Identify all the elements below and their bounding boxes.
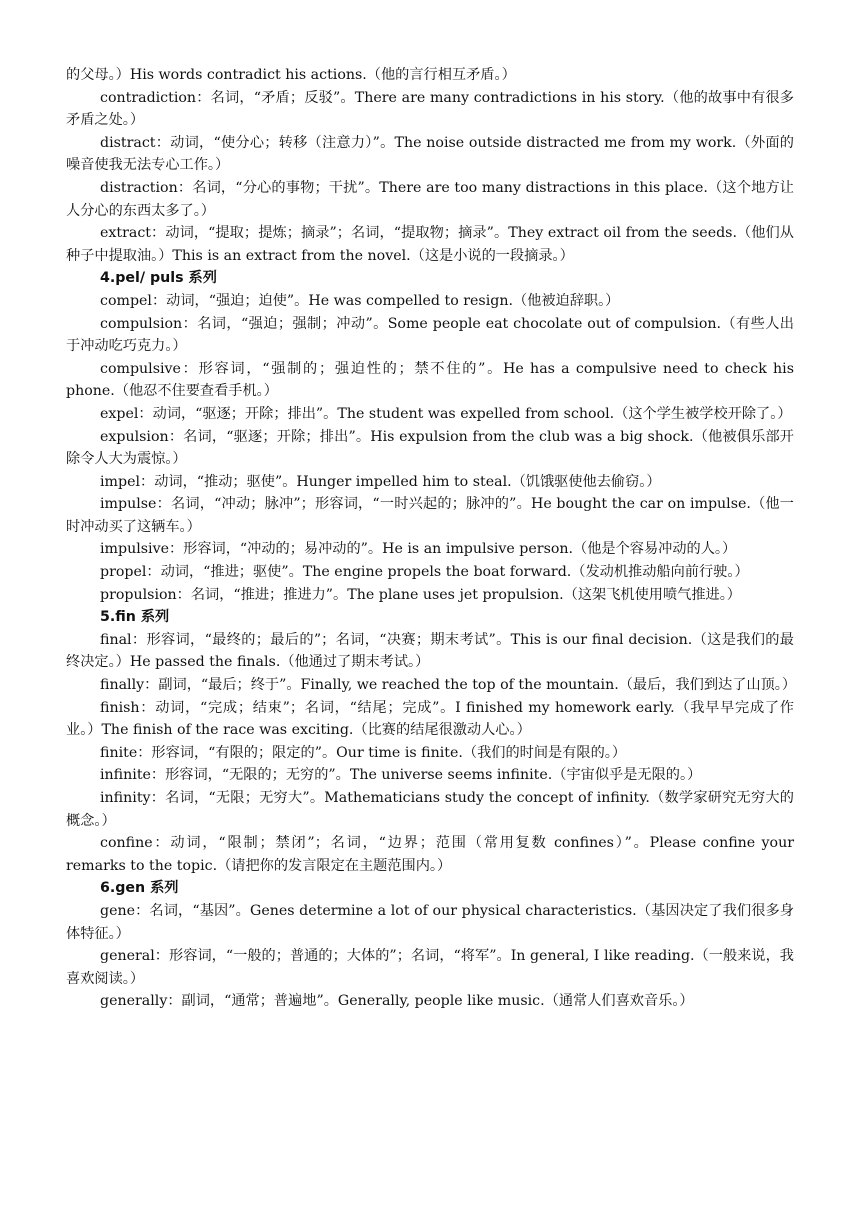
document-page: [66, 64, 797, 1013]
entry-distraction: distraction：名词，“分心的事物；干扰”。There are too many distractions in this place.（这个地方让人分心的东西太多了。）: [66, 179, 794, 219]
section-heading-gen: 6.gen 系列: [100, 880, 179, 897]
entry-distract: distract：动词，“使分心；转移（注意力）”。The noise outside distracted me from my work.（外面的噪音使我无法专心工作。）: [66, 134, 794, 174]
entry-impel: impel：动词，“推动；驱使”。Hunger impelled him to steal.（饥饿驱使他去偷窃。）: [100, 473, 661, 490]
entry-compulsive: compulsive：形容词，“强制的；强迫性的；禁不住的”。He has a compulsive need to check his phone.（他忍不住要查看手机。）: [66, 360, 794, 400]
entry-final: final：形容词，“最终的；最后的”；名词，“决赛；期末考试”。This is our final decision.（这是我们的最终决定。）He passed the finals.（他通过了期末考试。）: [66, 631, 794, 671]
entry-impulsive: impulsive：形容词，“冲动的；易冲动的”。He is an impulsive person.（他是个容易冲动的人。）: [100, 541, 737, 558]
entry-infinity: infinity：名词，“无限；无穷大”。Mathematicians study the concept of infinity.（数学家研究无穷大的概念。）: [66, 790, 794, 829]
entry-compel: compel：动词，“强迫；迫使”。He was compelled to resign.（他被迫辞职。）: [100, 292, 620, 309]
section-heading-pel-puls: 4.pel/ puls 系列: [100, 270, 217, 287]
entry-contradiction: contradiction：名词，“矛盾；反驳”。There are many contradictions in his story.（他的故事中有很多矛盾之处。）: [66, 89, 794, 129]
paragraph-continuation: 的父母。）His words contradict his actions.（他的言行相互矛盾。）: [66, 67, 516, 83]
entry-propulsion: propulsion：名词，“推进；推进力”。The plane uses jet propulsion.（这架飞机使用喷气推进。）: [100, 586, 741, 603]
entry-impulse: impulse：名词，“冲动；脉冲”；形容词，“一时兴起的；脉冲的”。He bought the car on impulse.（他一时冲动买了这辆车。）: [66, 496, 794, 535]
entry-expulsion: expulsion：名词，“驱逐；开除；排出”。His expulsion from the club was a big shock.（他被俱乐部开除令人大为震惊。）: [66, 428, 794, 468]
entry-gene: gene：名词，“基因”。Genes determine a lot of our physical characteristics.（基因决定了我们很多身体特征。）: [66, 902, 794, 942]
entry-compulsion: compulsion：名词，“强迫；强制；冲动”。Some people eat chocolate out of compulsion.（有些人出于冲动吃巧克力。）: [66, 315, 794, 355]
entry-extract: extract：动词，“提取；提炼；摘录”；名词，“提取物；摘录”。They extract oil from the seeds.（他们从种子中提取油。）This is an extract from the novel.（这是小说的一段摘录。）: [66, 225, 794, 264]
entry-expel: expel：动词，“驱逐；开除；排出”。The student was expelled from school.（这个学生被学校开除了。）: [100, 405, 792, 422]
entry-finally: finally：副词，“最后；终于”。Finally, we reached the top of the mountain.（最后，我们到达了山顶。）: [100, 677, 797, 694]
entry-propel: propel：动词，“推进；驱使”。The engine propels the boat forward.（发动机推动船向前行驶。）: [100, 564, 749, 581]
section-heading-fin: 5.fin 系列: [100, 609, 170, 626]
entry-general: general：形容词，“一般的；普通的；大体的”；名词，“将军”。In general, I like reading.（一般来说，我喜欢阅读。）: [66, 948, 794, 987]
entry-finite: finite：形容词，“有限的；限定的”。Our time is finite.（我们的时间是有限的。）: [100, 744, 627, 761]
entry-infinite: infinite：形容词，“无限的；无穷的”。The universe seems infinite.（宇宙似乎是无限的。）: [100, 767, 702, 784]
entry-finish: finish：动词，“完成；结束”；名词，“结尾；完成”。I finished my homework early.（我早早完成了作业。）The finish of the race was exciting.（比赛的结尾很激动人心。）: [66, 699, 794, 739]
entry-generally: generally：副词，“通常；普遍地”。Generally, people like music.（通常人们喜欢音乐。）: [100, 993, 694, 1010]
entry-confine: confine：动词，“限制；禁闭”；名词，“边界；范围（常用复数 confines）”。Please confine your remarks to the topic.（请把你的发言限定在主题范围内。）: [66, 835, 794, 874]
